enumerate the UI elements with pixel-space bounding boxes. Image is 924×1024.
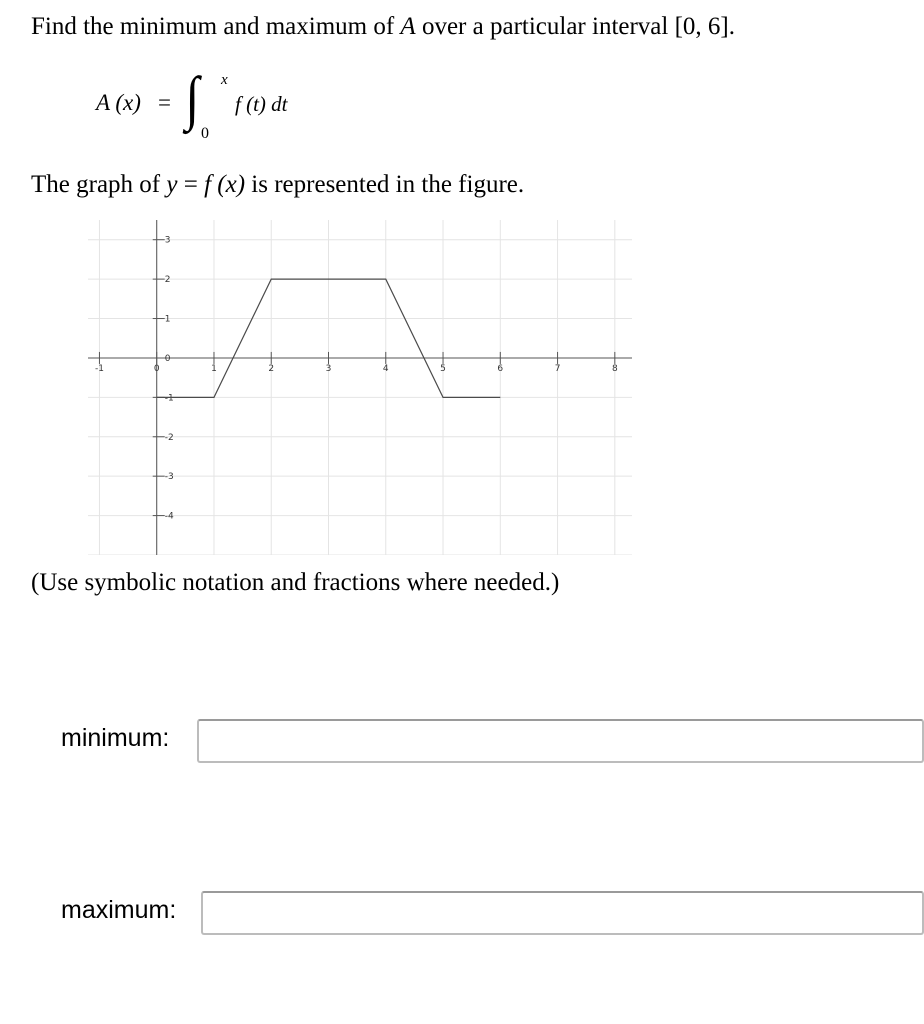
y-tick-label: 3	[164, 235, 171, 246]
y-tick-label: 2	[164, 275, 171, 286]
y-tick-label: -2	[164, 432, 174, 443]
graph-text-y: y	[166, 171, 178, 198]
integral-upper-limit: x	[221, 72, 228, 88]
integral-formula	[96, 65, 356, 150]
y-tick-label: 0	[164, 353, 171, 364]
graph-text-f: f	[204, 171, 212, 198]
y-tick-label: -3	[164, 472, 174, 483]
graph-text-equals: =	[177, 171, 205, 198]
integral-sign: ∫	[185, 65, 200, 131]
function-graph	[88, 220, 632, 555]
maximum-input[interactable]	[201, 891, 924, 935]
problem-statement	[31, 10, 735, 44]
x-tick-label: 7	[554, 363, 561, 374]
y-tick-label: -1	[164, 393, 174, 404]
intro-variable: A	[400, 13, 416, 40]
formula-lhs	[96, 90, 141, 116]
formula-lhs-arg: (x)	[115, 90, 141, 115]
y-tick-label: 1	[164, 314, 171, 325]
graph-text-arg: (x)	[211, 171, 246, 198]
integrand-differential: dt	[271, 92, 288, 116]
integrand	[235, 92, 288, 117]
x-tick-label: 2	[268, 363, 275, 374]
x-tick-label: 0	[153, 363, 160, 374]
x-tick-label: 1	[211, 363, 217, 374]
intro-text-prefix: Find the minimum and maximum of	[31, 13, 401, 40]
formula-lhs-name: A	[96, 90, 110, 115]
minimum-label: minimum:	[61, 724, 170, 752]
x-tick-label: 6	[497, 363, 504, 374]
x-tick-label: -1	[94, 363, 104, 374]
integrand-arg: (t)	[246, 92, 266, 116]
integral-lower-limit: 0	[201, 125, 209, 142]
graph-text-suffix: is represented in the figure.	[245, 171, 525, 198]
x-tick-label: 8	[611, 363, 618, 374]
x-tick-label: 4	[382, 363, 389, 374]
y-tick-label: -4	[164, 511, 174, 522]
formula-equals: =	[158, 90, 171, 115]
notation-hint: (Use symbolic notation and fractions where needed.)	[31, 569, 560, 596]
graph-description	[31, 168, 524, 202]
minimum-input[interactable]	[197, 719, 924, 763]
graph-text-prefix: The graph of	[31, 171, 167, 198]
maximum-label: maximum:	[61, 896, 177, 924]
x-tick-label: 3	[325, 363, 332, 374]
intro-text-suffix: over a particular interval [0, 6].	[415, 13, 736, 40]
graph-axes	[88, 220, 632, 555]
integrand-function: f	[235, 92, 241, 116]
graph-grid	[88, 220, 632, 555]
x-tick-label: 5	[440, 363, 446, 374]
